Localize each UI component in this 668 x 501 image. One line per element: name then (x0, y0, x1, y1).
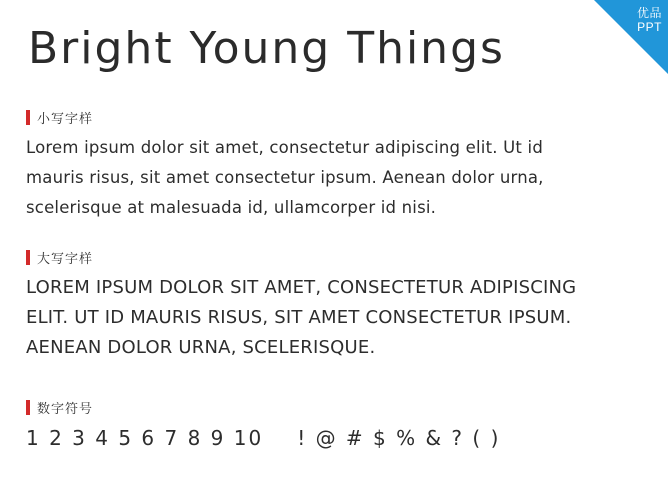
section-lowercase-title: 小写字样 (37, 112, 94, 127)
sample-line: scelerisque at malesuada id, ullamcorper id nisi. (26, 198, 437, 217)
sample-line: mauris risus, sit amet consectetur ipsum. Aenean dolor urna, (26, 168, 544, 187)
section-digits-header (26, 398, 638, 417)
section-accent-bar (26, 110, 30, 125)
ribbon-label (618, 6, 662, 34)
section-digits-symbols (26, 398, 638, 453)
sample-line: LOREM IPSUM DOLOR SIT AMET, CONSECTETUR ADIPISCING (26, 277, 577, 298)
sample-line: ELIT. UT ID MAURIS RISUS, SIT AMET CONSECTETUR IPSUM. (26, 307, 572, 328)
section-digits-title: 数字符号 (37, 402, 94, 417)
sample-symbols: ! @ # $ % & ? ( ) (297, 426, 501, 450)
sample-text-uppercase (26, 273, 638, 363)
section-accent-bar (26, 400, 30, 415)
section-accent-bar (26, 250, 30, 265)
section-lowercase (26, 108, 638, 223)
sample-digits: 1 2 3 4 5 6 7 8 9 10 (26, 426, 264, 450)
sample-text-digits-symbols (26, 423, 638, 453)
section-uppercase-title: 大写字样 (37, 252, 94, 267)
section-uppercase (26, 248, 638, 363)
sample-text-lowercase (26, 133, 638, 223)
sample-line: AENEAN DOLOR URNA, SCELERISQUE. (26, 337, 376, 358)
ribbon-label-line2: PPT (637, 20, 662, 34)
section-lowercase-header (26, 108, 638, 127)
brand-corner-ribbon (594, 0, 668, 74)
ribbon-label-line1: 优品 (636, 6, 662, 20)
sample-line: Lorem ipsum dolor sit amet, consectetur adipiscing elit. Ut id (26, 138, 543, 157)
page-title: Bright Young Things (28, 23, 505, 74)
section-uppercase-header (26, 248, 638, 267)
